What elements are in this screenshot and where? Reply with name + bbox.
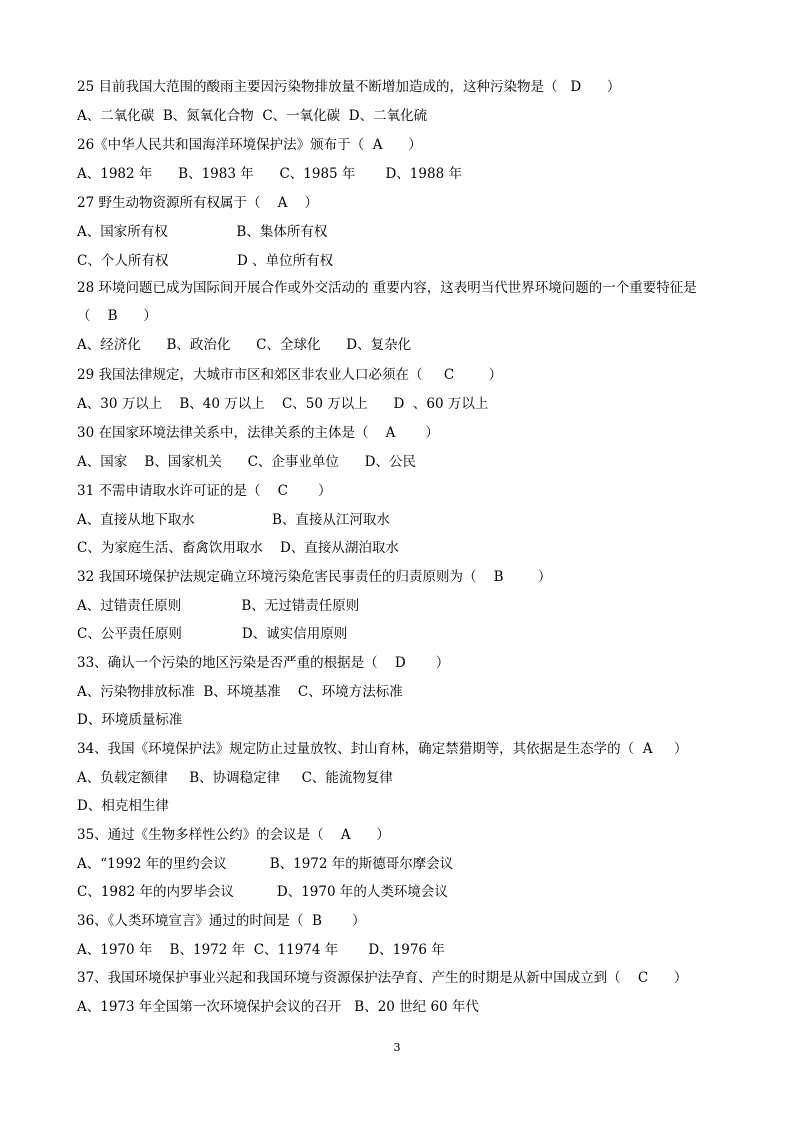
question-26: 26《中华人民共和国海洋环境保护法》颁布于（ A ） <box>77 137 422 153</box>
options-28: A、经济化 B、政治化 C、全球化 D、复杂化 <box>77 337 412 353</box>
options-30: A、国家 B、国家机关 C、企事业单位 D、公民 <box>77 454 416 470</box>
question-37: 37、我国环境保护事业兴起和我国环境与资源保护法孕育、产生的时期是从新中国成立到（ C ） <box>77 970 688 986</box>
page-number: 3 <box>393 1041 401 1054</box>
options-33-d: D、环境质量标准 <box>77 712 183 728</box>
question-35: 35、通过《生物多样性公约》的会议是（ A ） <box>77 827 390 843</box>
options-37: A、1973 年全国第一次环境保护会议的召开 B、20 世纪 60 年代 <box>77 999 479 1015</box>
answer-28: （ B ） <box>77 308 157 324</box>
options-35-a-b: A、“1992 年的里约会议 B、1972 年的斯德哥尔摩会议 <box>77 856 454 872</box>
options-31-a-b: A、直接从地下取水 B、直接从江河取水 <box>77 512 390 528</box>
question-30: 30 在国家环境法律关系中，法律关系的主体是（ A ） <box>77 425 439 441</box>
options-32-a-b: A、过错责任原则 B、无过错责任原则 <box>77 598 360 614</box>
options-33-a-c: A、污染物排放标准 B、环境基准 C、环境方法标准 <box>77 684 403 700</box>
options-26: A、1982 年 B、1983 年 C、1985 年 D、1988 年 <box>77 166 462 182</box>
options-27-a-b: A、国家所有权 B、集体所有权 <box>77 224 328 240</box>
question-33: 33、确认一个污染的地区污染是否严重的根据是（ D ） <box>77 655 450 671</box>
options-29: A、30 万以上 B、40 万以上 C、50 万以上 D 、60 万以上 <box>77 396 489 412</box>
options-36: A、1970 年 B、1972 年 C、11974 年 D、1976 年 <box>77 942 445 958</box>
question-32: 32 我国环境保护法规定确立环境污染危害民事责任的归责原则为（ B ） <box>77 569 552 585</box>
options-35-c-d: C、1982 年的内罗毕会议 D、1970 年的人类环境会议 <box>77 884 448 900</box>
options-34-a-c: A、负载定额律 B、协调稳定律 C、能流物复律 <box>77 770 393 786</box>
question-27: 27 野生动物资源所有权属于（ A ） <box>77 195 319 211</box>
question-31: 31 不需申请取水许可证的是（ C ） <box>77 483 332 499</box>
options-27-c-d: C、个人所有权 D 、单位所有权 <box>77 253 334 269</box>
question-34: 34、我国《环境保护法》规定防止过量放牧、封山育林，确定禁猎期等，其依据是生态学的（ A ） <box>77 741 688 757</box>
options-25: A、二氧化碳 B、氮氧化合物 C、一氧化碳 D、二氧化硫 <box>77 108 428 124</box>
options-34-d: D、相克相生律 <box>77 798 169 814</box>
question-36: 36、《人类环境宣言》通过的时间是（ B ） <box>77 913 366 929</box>
question-25: 25 目前我国大范围的酸雨主要因污染物排放量不断增加造成的，这种污染物是（ D ） <box>77 79 621 95</box>
question-28: 28 环境问题已成为国际间开展合作或外交活动的 重要内容，这表明当代世界环境问题的一个重要特征是 <box>77 280 697 296</box>
options-32-c-d: C、公平责任原则 D、诚实信用原则 <box>77 626 348 642</box>
options-31-c-d: C、为家庭生活、畜禽饮用取水 D、直接从湖泊取水 <box>77 540 399 556</box>
question-29: 29 我国法律规定，大城市市区和郊区非农业人口必须在（ C ） <box>77 367 503 383</box>
